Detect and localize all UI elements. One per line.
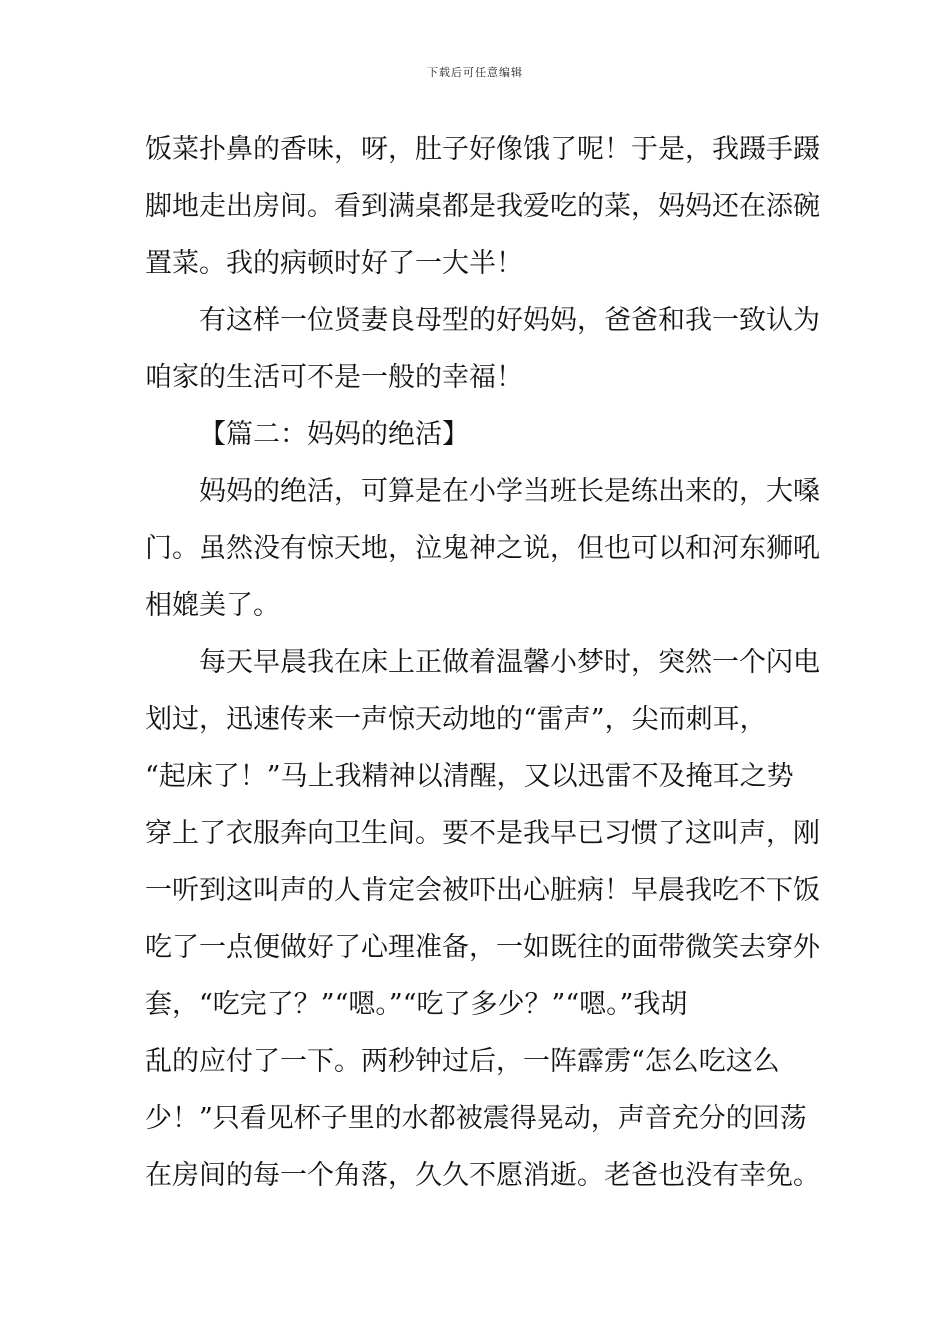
paragraph-first-line: 每天早晨我在床上正做着温馨小梦时，突然一个闪电 bbox=[199, 647, 820, 678]
text-line: “起床了！”马上我精神以清醒，又以迅雷不及掩耳之势 bbox=[145, 761, 794, 792]
document-body bbox=[145, 121, 825, 1204]
paragraph-first-line: 有这样一位贤妻良母型的好妈妈，爸爸和我一致认为 bbox=[199, 305, 820, 336]
text-line: 套，“吃完了？”“嗯。”“吃了多少？”“嗯。”我胡 bbox=[145, 989, 688, 1020]
text-line: 划过，迅速传来一声惊天动地的“雷声”，尖而刺耳， bbox=[145, 704, 767, 735]
text-line: 少！”只看见杯子里的水都被震得晃动，声音充分的回荡 bbox=[145, 1103, 807, 1134]
text-line: 脚地走出房间。看到满桌都是我爱吃的菜，妈妈还在添碗 bbox=[145, 191, 820, 222]
text-line: 门。虽然没有惊天地，泣鬼神之说，但也可以和河东狮吼 bbox=[145, 533, 820, 564]
text-line: 穿上了衣服奔向卫生间。要不是我早已习惯了这叫声，刚 bbox=[145, 818, 820, 849]
text-line: 相媲美了。 bbox=[145, 590, 280, 621]
text-line: 置菜。我的病顿时好了一大半！ bbox=[145, 248, 523, 279]
text-line: 一听到这叫声的人肯定会被吓出心脏病！早晨我吃不下饭 bbox=[145, 875, 820, 906]
section-heading: 【篇二：妈妈的绝活】 bbox=[199, 419, 469, 450]
text-line: 饭菜扑鼻的香味，呀，肚子好像饿了呢！于是，我蹑手蹑 bbox=[145, 134, 820, 165]
text-line: 咱家的生活可不是一般的幸福！ bbox=[145, 362, 523, 393]
page-header: 下载后可任意编辑 bbox=[427, 66, 523, 79]
text-line: 乱的应付了一下。两秒钟过后，一阵霹雳“怎么吃这么 bbox=[145, 1046, 780, 1077]
paragraph-first-line: 妈妈的绝活，可算是在小学当班长是练出来的，大嗓 bbox=[199, 476, 820, 507]
text-line: 在房间的每一个角落，久久不愿消逝。老爸也没有幸免。 bbox=[145, 1160, 820, 1191]
text-line: 吃了一点便做好了心理准备，一如既往的面带微笑去穿外 bbox=[145, 932, 820, 963]
